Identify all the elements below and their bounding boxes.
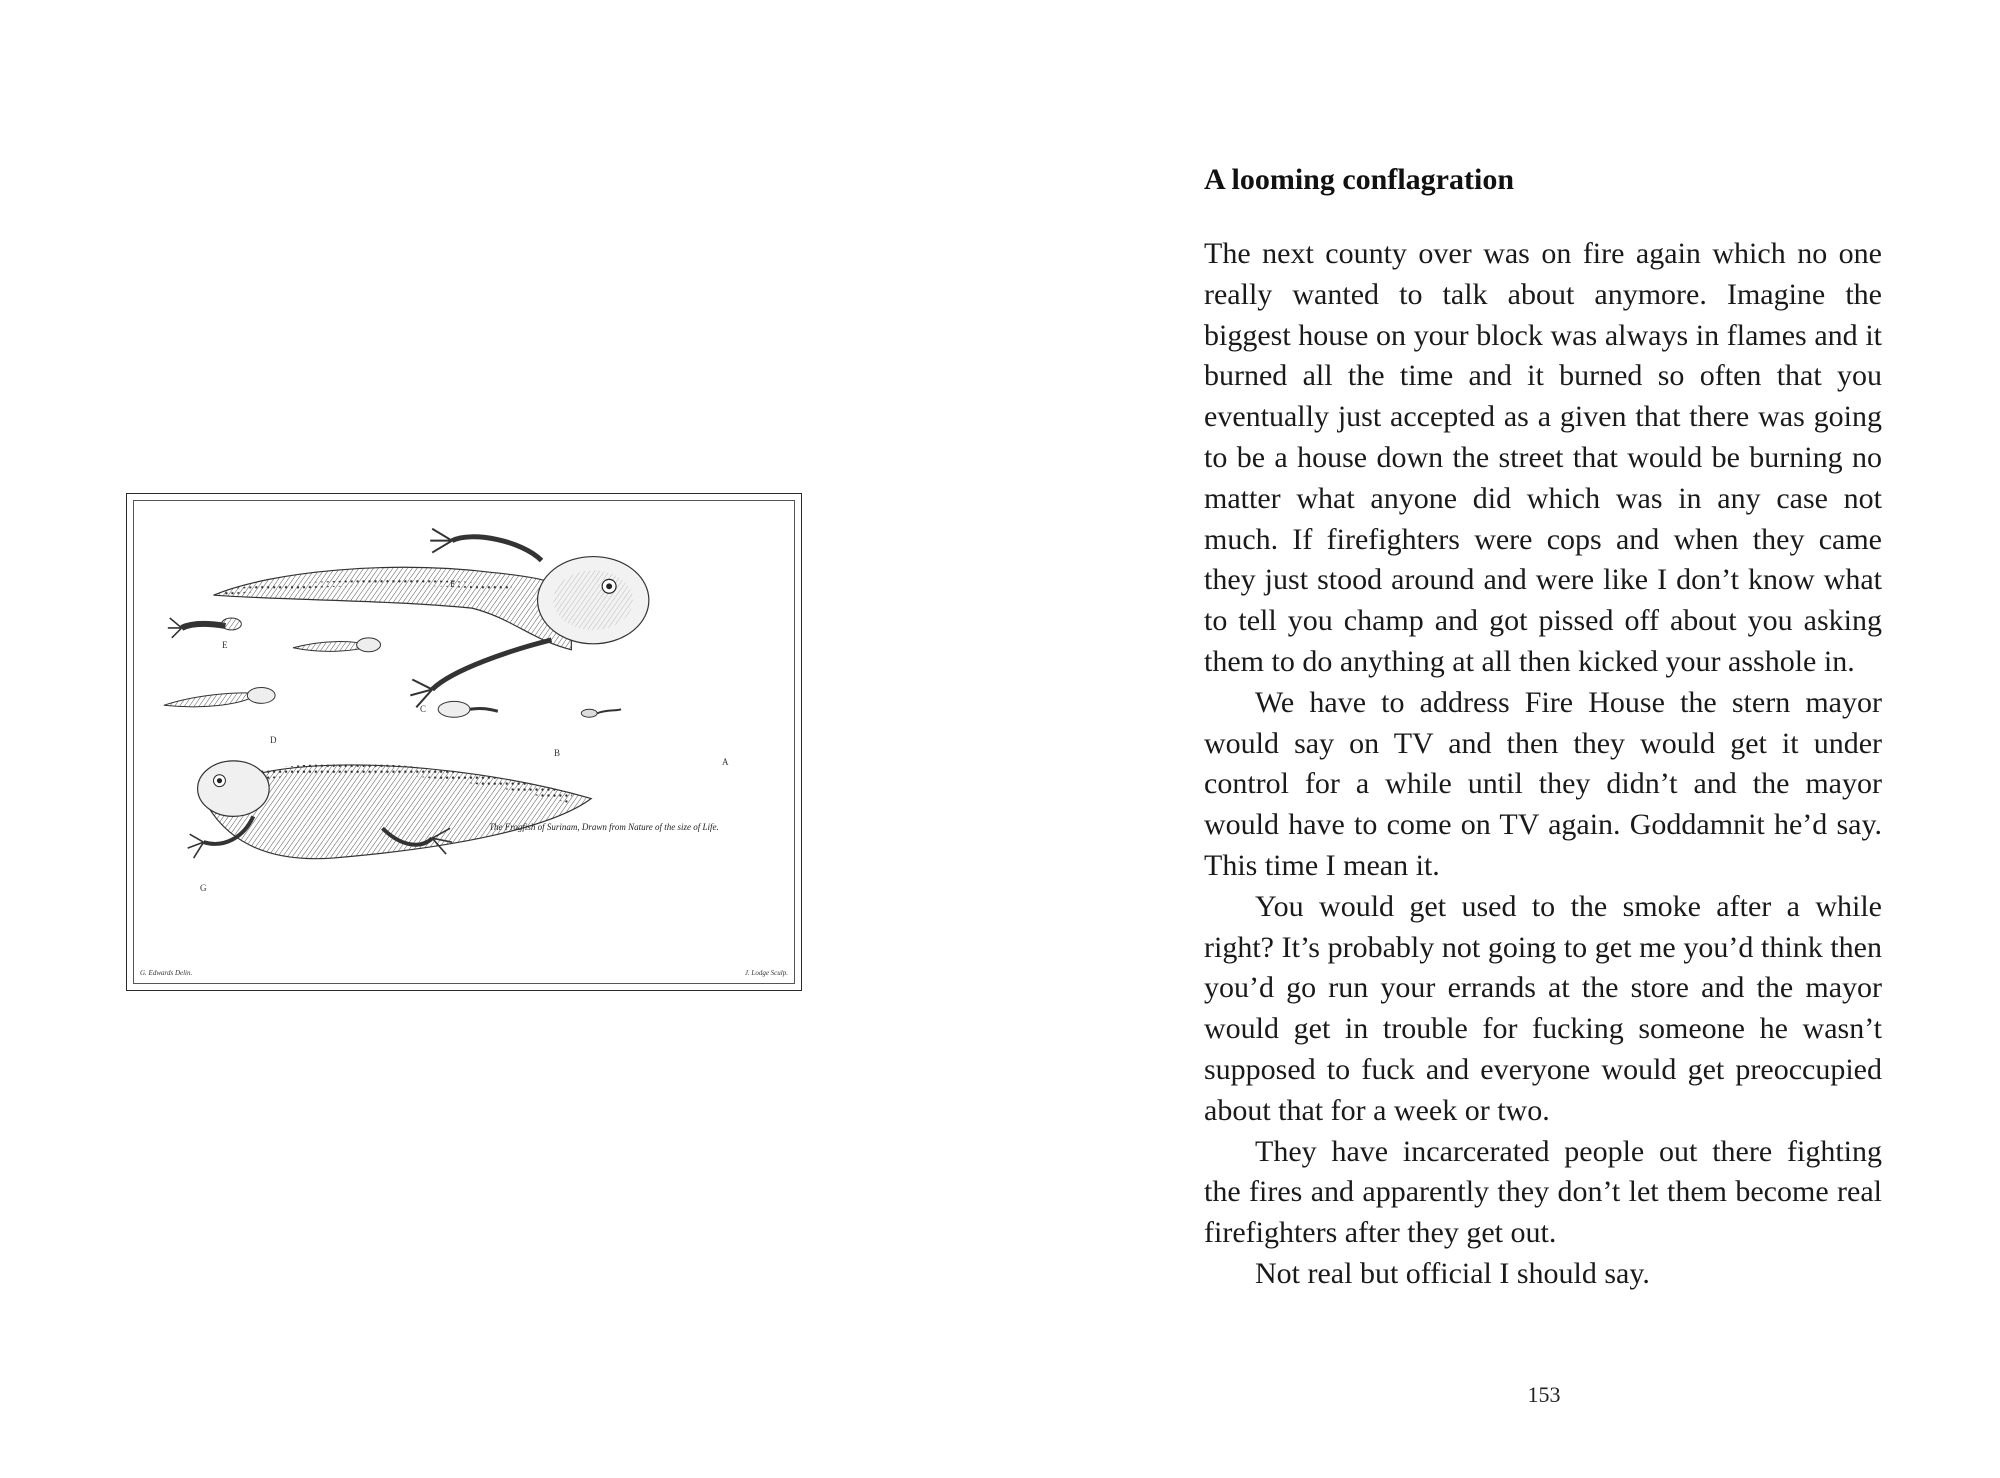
body-text [1204, 234, 1882, 1295]
plate-letter-a: A [722, 757, 729, 767]
page-number: 153 [1527, 1382, 1561, 1407]
specimen-a [581, 709, 621, 717]
plate-letter-b: B [554, 748, 561, 758]
specimen-c [293, 638, 380, 652]
plate-letter-g: G [200, 883, 207, 893]
plate-letter-c: C [420, 704, 427, 714]
specimen-f [214, 529, 649, 708]
plate-letter-d: D [270, 735, 277, 745]
paragraph: They have incarcerated people out there fighting the fires and apparently they don’t let them become real firefighters after they get out. [1204, 1134, 1882, 1250]
plate-letter-e: E [222, 640, 228, 650]
paragraph: The next county over was on fire again which no one really wanted to talk about anymore. Imagine the biggest house on your block was always in flames and it burned all the time and it burned so often that you eventually just accepted as a given that there was going to be a house down the street that would be burning no matter what anyone did which was in any case not much. If firefighters were cops and when they came they just stood around and were like I don’t know what to tell you champ and got pissed off about you asking them to do anything at all then kicked your asshole in. [1204, 237, 1882, 678]
paragraph: Not real but official I should say. [1255, 1256, 1650, 1290]
plate-credit-right: J. Lodge Sculp. [744, 969, 788, 977]
specimen-e [168, 618, 242, 638]
plate-caption: The Frogfish of Surinam, Drawn from Nature of the size of Life. [489, 822, 719, 832]
paragraph: You would get used to the smoke after a while right? It’s probably not going to get me you’d think then you’d go run your errands at the store and the mayor would get in trouble for fucking someone he wasn’t supposed to fuck and everyone would get preoccupied about that for a week or two. [1204, 889, 1882, 1127]
specimen-d [164, 687, 275, 706]
text-page [1204, 160, 1882, 1295]
plate-inner-border [133, 500, 795, 984]
specimen-b [438, 701, 498, 717]
frogfish-engraving [134, 501, 794, 983]
specimen-g [188, 761, 592, 859]
plate-letter-f: F [450, 579, 456, 589]
paragraph: We have to address Fire House the stern mayor would say on TV and then they would get it under control for a while until they didn’t and the mayor would have to come on TV again. Goddamnit he’d say. This time I mean it. [1204, 685, 1882, 882]
chapter-title: A looming conflagration [1204, 163, 1515, 196]
plate-credit-left: G. Edwards Delin. [140, 969, 193, 977]
illustration-plate [126, 493, 802, 991]
